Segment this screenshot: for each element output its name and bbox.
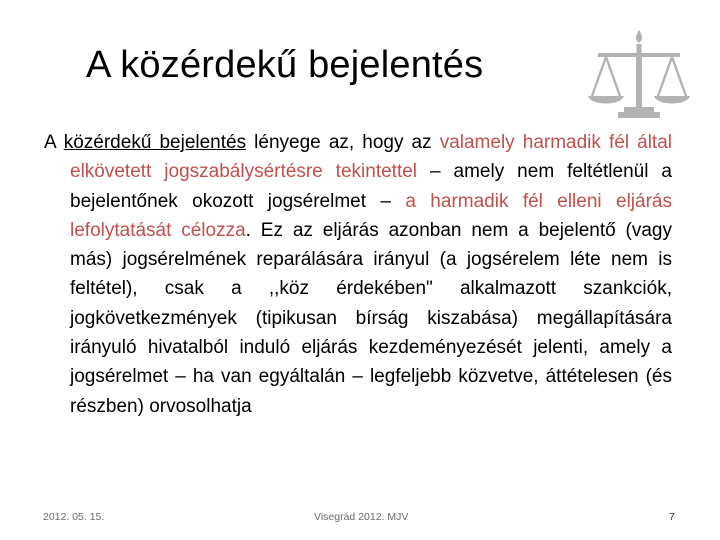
- body-rest: . Ez az eljárás azonban nem a bejelentő (vagy más) jogsérelmének reparálására irányul (a jogsérelem léte nem is feltétel), csak a ,,köz érdekében" alkalmazott szankciók, jogkövetkezmények (tipikusan bírság kiszabása) megállapítására irányuló hivatalból induló eljárás kezdeményezését jelenti, amely a jogsérelmet – ha van egyáltalán – legfeljebb közvetve, áttételesen (és részben) orvosolhatja: [70, 219, 673, 417]
- slide-title: A közérdekű bejelentés: [86, 44, 484, 86]
- body-highlight-2: a harmadik fél elleni eljárás lefolytatását célozza: [70, 190, 672, 241]
- body-intro: A: [44, 132, 64, 153]
- body-after-highlight-1: – amely nem feltétlenül a bejelentőnek okozott jogsérelmet –: [70, 161, 672, 212]
- footer-page-number: 7: [669, 511, 675, 523]
- body-term: közérdekű bejelentés: [63, 132, 247, 153]
- slide-body-paragraph: [44, 128, 672, 421]
- body-highlight-1: valamely harmadik fél által elkövetett jogszabálysértésre tekintettel: [70, 132, 672, 183]
- footer-event: Visegrád 2012. MJV: [314, 511, 409, 523]
- footer-date: 2012. 05. 15.: [43, 511, 105, 523]
- body-after-term: lényege az, hogy az: [246, 132, 440, 153]
- scales-of-justice-icon: [584, 26, 694, 126]
